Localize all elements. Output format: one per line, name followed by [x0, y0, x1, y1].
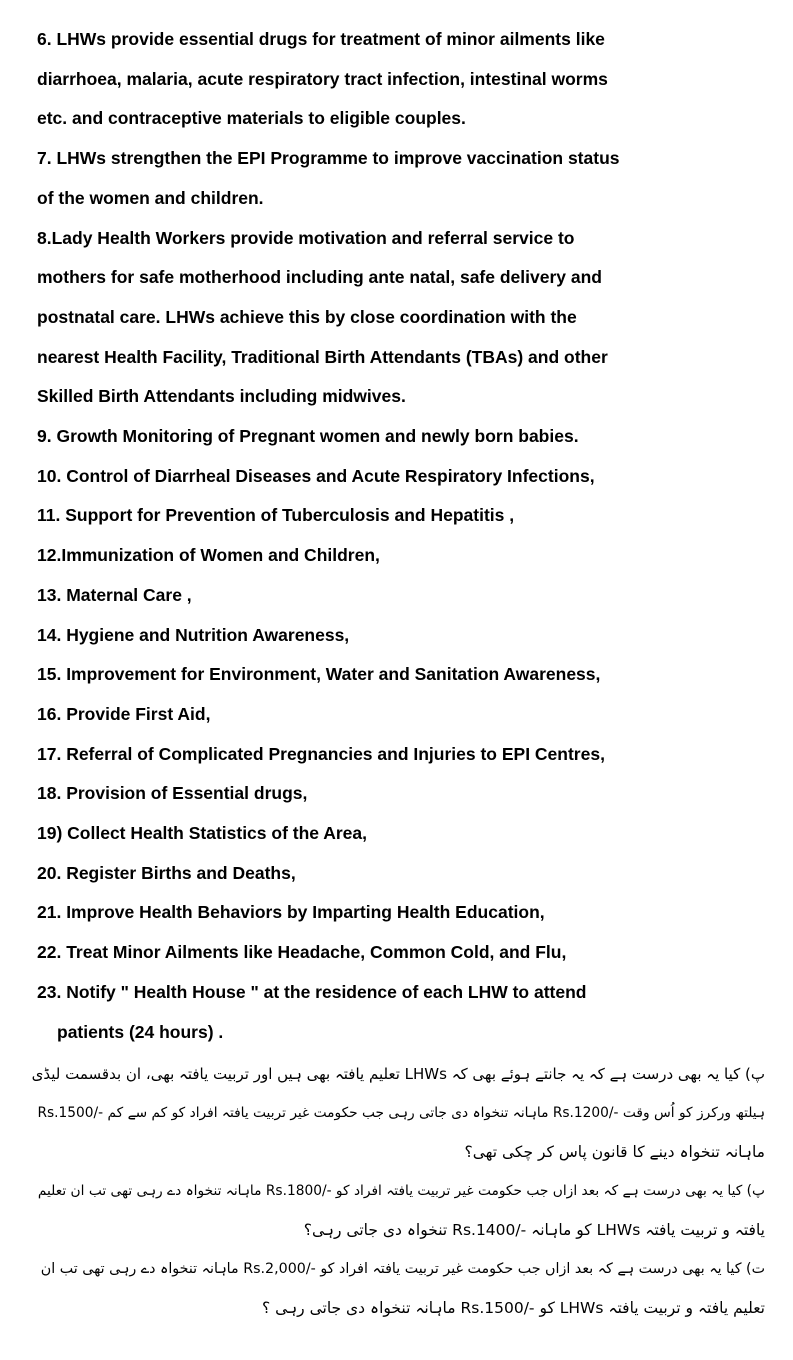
- text-line-8: postnatal care. LHWs achieve this by close coordination with the: [37, 306, 577, 327]
- text-line-17: 15. Improvement for Environment, Water and Sanitation Awareness,: [37, 664, 601, 685]
- text-line-26: patients (24 hours) .: [57, 1021, 224, 1042]
- text-line-24: 22. Treat Minor Ailments like Headache, Common Cold, and Flu,: [37, 942, 567, 963]
- text-line-16: 14. Hygiene and Nutrition Awareness,: [37, 624, 350, 645]
- urdu-line-5: یافتہ و تربیت یافتہ LHWs کو ماہانہ -/Rs.1400 تنخواہ دی جاتی رہی؟: [303, 1221, 765, 1240]
- text-line-19: 17. Referral of Complicated Pregnancies and Injuries to EPI Centres,: [37, 743, 605, 764]
- text-line-23: 21. Improve Health Behaviors by Imparting Health Education,: [37, 902, 545, 923]
- text-line-10: Skilled Birth Attendants including midwives.: [37, 386, 406, 407]
- text-line-14: 12.Immunization of Women and Children,: [37, 545, 380, 566]
- text-line-21: 19) Collect Health Statistics of the Area,: [37, 823, 367, 844]
- urdu-line-4: پ) کیا یہ بھی درست ہے کہ بعد ازاں جب حکومت غیر تربیت یافتہ افراد کو -/Rs.1800 ماہانہ تنخواہ دے رہی تھی تب ان تعلیم: [37, 1183, 765, 1200]
- text-line-4: 7. LHWs strengthen the EPI Programme to improve vaccination status: [37, 148, 620, 169]
- urdu-questions: [31, 1055, 765, 1328]
- text-line-22: 20. Register Births and Deaths,: [37, 862, 296, 883]
- text-line-5: of the women and children.: [37, 187, 264, 208]
- text-line-15: 13. Maternal Care ,: [37, 584, 192, 605]
- text-line-25: 23. Notify " Health House " at the residence of each LHW to attend: [37, 981, 587, 1002]
- text-line-1: 6. LHWs provide essential drugs for treatment of minor ailments like: [37, 29, 605, 49]
- english-list: [37, 20, 771, 1052]
- text-line-11: 9. Growth Monitoring of Pregnant women and newly born babies.: [37, 426, 579, 447]
- text-line-7: mothers for safe motherhood including ante natal, safe delivery and: [37, 267, 602, 288]
- urdu-line-1: پ) کیا یہ بھی درست ہے کہ یہ جانتے ہوئے بھی کہ LHWs تعلیم یافتہ بھی ہیں اور تربیت یافتہ بھی، ان بدقسمت لیڈی: [31, 1065, 765, 1084]
- text-line-12: 10. Control of Diarrheal Diseases and Acute Respiratory Infections,: [37, 465, 595, 486]
- text-line-6: 8.Lady Health Workers provide motivation and referral service to: [37, 227, 575, 248]
- urdu-line-7: تعلیم یافتہ و تربیت یافتہ LHWs کو -/Rs.1500 ماہانہ تنخواہ دی جاتی رہی ؟: [262, 1299, 765, 1318]
- text-line-2: diarrhoea, malaria, acute respiratory tract infection, intestinal worms: [37, 68, 608, 89]
- text-line-18: 16. Provide First Aid,: [37, 703, 211, 724]
- urdu-line-6: ت) کیا یہ بھی درست ہے کہ بعد ازاں جب حکومت غیر تربیت یافتہ افراد کو -/Rs.2,000 ماہانہ تنخواہ دے رہی تھی تب ان: [40, 1261, 765, 1278]
- text-line-13: 11. Support for Prevention of Tuberculosis and Hepatitis ,: [37, 505, 515, 526]
- text-line-3: etc. and contraceptive materials to eligible couples.: [37, 108, 466, 129]
- urdu-line-3: ماہانہ تنخواہ دینے کا قانون پاس کر چکی تھی؟: [464, 1143, 765, 1162]
- text-line-20: 18. Provision of Essential drugs,: [37, 783, 308, 804]
- urdu-line-2: ہیلتھ ورکرز کو اُس وقت -/Rs.1200 ماہانہ تنخواہ دی جاتی رہی جب حکومت غیر تربیت یافتہ افراد کو کم سے کم -/Rs.1500: [37, 1105, 765, 1122]
- text-line-9: nearest Health Facility, Traditional Birth Attendants (TBAs) and other: [37, 346, 608, 367]
